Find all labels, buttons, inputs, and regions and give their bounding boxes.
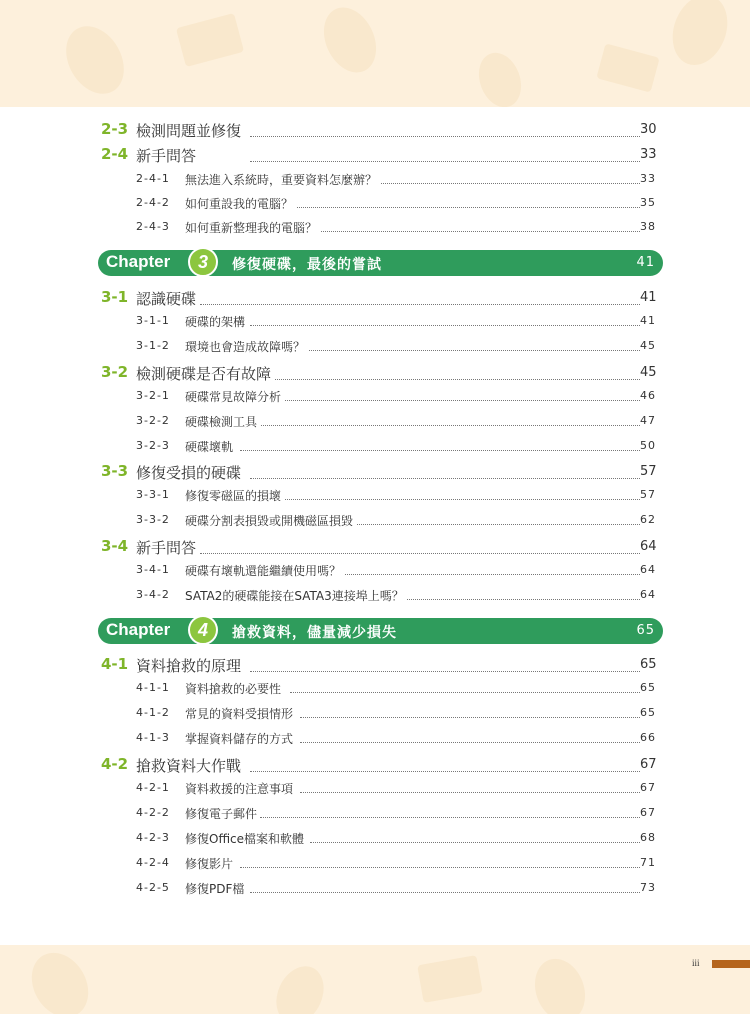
page-number: 71 (640, 856, 670, 869)
leader-dots (380, 599, 658, 600)
subsection-title: 修復影片 (185, 855, 236, 872)
page-number: 41 (640, 314, 670, 327)
leader-dots (200, 553, 658, 554)
leader-dots (310, 842, 658, 843)
leader-dots (250, 379, 658, 380)
leader-dots (250, 671, 658, 672)
section-number: 4-1 (101, 655, 129, 673)
subsection-title: 修復電子郵件 (185, 805, 260, 822)
page-number: 57 (640, 488, 670, 501)
section-number: 3-1 (101, 288, 129, 306)
page-number: 67 (640, 757, 670, 772)
mouse-icon (20, 943, 99, 1014)
subsection-title: 如何重設我的電腦？ (185, 195, 296, 212)
toc-sub-3-3-1[interactable] (0, 487, 750, 511)
envelope-icon (417, 955, 483, 1003)
leader-dots (200, 304, 658, 305)
page-number: 66 (640, 731, 670, 744)
subsection-number: 3-2-2 (136, 414, 170, 427)
page-number: 68 (640, 831, 670, 844)
page-number: 65 (640, 706, 670, 719)
toc-sub-3-1-2[interactable] (0, 338, 750, 362)
chapter-page: 65 (636, 623, 655, 638)
subsection-number: 3-1-2 (136, 339, 170, 352)
toc-section-4-2[interactable] (0, 755, 750, 779)
page-number: 41 (640, 290, 670, 305)
page-number: 67 (640, 781, 670, 794)
leader-dots (250, 892, 658, 893)
page-number: 73 (640, 881, 670, 894)
toc-sub-3-2-2[interactable] (0, 413, 750, 437)
section-number: 4-2 (101, 755, 129, 773)
leader-dots (300, 742, 658, 743)
leader-dots (300, 717, 658, 718)
section-title: 搶救資料大作戰 (136, 755, 245, 776)
section-number: 3-3 (101, 462, 129, 480)
toc-sub-4-2-2[interactable] (0, 805, 750, 829)
chapter-number-badge: 4 (188, 615, 218, 645)
subsection-number: 4-1-3 (136, 731, 170, 744)
subsection-number: 4-2-3 (136, 831, 170, 844)
page-number: 33 (640, 147, 670, 162)
toc-section-3-4[interactable] (0, 537, 750, 561)
subsection-title: 硬碟的架構 (185, 313, 248, 330)
toc-section-4-1[interactable] (0, 655, 750, 679)
leader-dots (240, 450, 658, 451)
section-title: 新手問答 (136, 145, 200, 166)
leader-dots (250, 207, 658, 208)
section-title: 修復受損的硬碟 (136, 462, 245, 483)
chapter-4-banner[interactable] (98, 618, 663, 644)
toc-sub-4-2-1[interactable] (0, 780, 750, 804)
toc-sub-4-1-3[interactable] (0, 730, 750, 754)
subsection-number: 3-4-2 (136, 588, 170, 601)
chapter-title: 修復硬碟，最後的嘗試 (232, 257, 382, 273)
subsection-number: 4-1-1 (136, 681, 170, 694)
leader-dots (250, 136, 658, 137)
subsection-title: 如何重新整理我的電腦？ (185, 219, 320, 236)
subsection-number: 3-2-3 (136, 439, 170, 452)
toc-section-3-2[interactable] (0, 363, 750, 387)
page-number: 35 (640, 196, 670, 209)
mouse-icon (663, 0, 736, 73)
leader-dots (250, 478, 658, 479)
subsection-title: 資料救援的注意事項 (185, 780, 296, 797)
leader-dots (250, 425, 658, 426)
toc-sub-3-1-1[interactable] (0, 313, 750, 337)
leader-dots (240, 867, 658, 868)
subsection-number: 4-2-2 (136, 806, 170, 819)
toc-sub-4-1-1[interactable] (0, 680, 750, 704)
mouse-icon (54, 16, 135, 104)
mouse-icon (527, 952, 594, 1014)
section-title: 認識硬碟 (136, 288, 200, 309)
toc-sub-3-4-2[interactable] (0, 587, 750, 611)
subsection-number: 2-4-2 (136, 196, 170, 209)
subsection-number: 3-4-1 (136, 563, 170, 576)
mouse-icon (314, 0, 386, 81)
page-number: 47 (640, 414, 670, 427)
section-number: 3-4 (101, 537, 129, 555)
subsection-title: 掌握資料儲存的方式 (185, 730, 296, 747)
subsection-number: 3-1-1 (136, 314, 170, 327)
leader-dots (300, 792, 658, 793)
chapter-label: Chapter (106, 252, 171, 271)
leader-dots (250, 161, 658, 162)
subsection-title: 硬碟檢測工具 (185, 413, 260, 430)
toc-section-2-3[interactable] (0, 120, 750, 144)
subsection-number: 3-3-1 (136, 488, 170, 501)
page-number: 45 (640, 365, 670, 380)
page-number: 65 (640, 681, 670, 694)
section-title: 資料搶救的原理 (136, 655, 245, 676)
subsection-number: 3-3-2 (136, 513, 170, 526)
section-number: 2-3 (101, 120, 129, 138)
toc-sub-3-2-1[interactable] (0, 388, 750, 412)
subsection-title: SATA2的硬碟能接在SATA3連接埠上嗎？ (185, 587, 407, 604)
page-number: 30 (640, 122, 670, 137)
subsection-title: 修復零磁區的損壞 (185, 487, 284, 504)
toc-sub-4-2-5[interactable] (0, 880, 750, 904)
toc-sub-4-1-2[interactable] (0, 705, 750, 729)
subsection-number: 4-1-2 (136, 706, 170, 719)
toc-sub-2-4-1[interactable] (0, 171, 750, 195)
chapter-3-banner[interactable] (98, 250, 663, 276)
toc-section-2-4[interactable] (0, 145, 750, 169)
page-number: 33 (640, 172, 670, 185)
chapter-page: 41 (636, 255, 655, 270)
toc-section-3-3[interactable] (0, 462, 750, 486)
section-title: 檢測硬碟是否有故障 (136, 363, 275, 384)
mouse-icon (267, 959, 332, 1014)
page-number: 38 (640, 220, 670, 233)
page-number: 45 (640, 339, 670, 352)
subsection-number: 2-4-1 (136, 172, 170, 185)
subsection-title: 硬碟分割表損毀或開機磁區損毀 (185, 512, 356, 529)
leader-dots (250, 325, 658, 326)
page-number: 64 (640, 588, 670, 601)
page-number: 62 (640, 513, 670, 526)
toc-sub-3-3-2[interactable] (0, 512, 750, 536)
envelope-icon (596, 43, 659, 92)
page-number: 64 (640, 539, 670, 554)
envelope-icon (176, 13, 244, 67)
subsection-title: 無法進入系統時，重要資料怎麼辦？ (185, 171, 380, 188)
subsection-title: 常見的資料受損情形 (185, 705, 296, 722)
subsection-title: 修復PDF檔 (185, 880, 247, 897)
page-number: 65 (640, 657, 670, 672)
subsection-number: 3-2-1 (136, 389, 170, 402)
subsection-title: 硬碟壞軌 (185, 438, 236, 455)
subsection-title: 資料搶救的必要性 (185, 680, 284, 697)
subsection-number: 4-2-5 (136, 881, 170, 894)
subsection-title: 環境也會造成故障嗎？ (185, 338, 308, 355)
leader-dots (250, 771, 658, 772)
leader-dots (260, 817, 658, 818)
subsection-number: 4-2-4 (136, 856, 170, 869)
subsection-title: 硬碟有壞軌還能繼續使用嗎？ (185, 562, 344, 579)
leader-dots (250, 400, 658, 401)
toc-sub-4-2-3[interactable] (0, 830, 750, 854)
toc-sub-4-2-4[interactable] (0, 855, 750, 879)
toc-section-3-1[interactable] (0, 288, 750, 312)
page-number: 64 (640, 563, 670, 576)
leader-dots (300, 574, 658, 575)
toc-sub-2-4-2[interactable] (0, 195, 750, 219)
chapter-label: Chapter (106, 620, 171, 639)
chapter-title: 搶救資料，儘量減少損失 (232, 625, 397, 641)
page-number: 50 (640, 439, 670, 452)
subsection-number: 2-4-3 (136, 220, 170, 233)
page-number: 46 (640, 389, 670, 402)
toc-sub-3-2-3[interactable] (0, 438, 750, 462)
leader-dots (250, 350, 658, 351)
leader-dots (290, 692, 658, 693)
mouse-icon (472, 47, 529, 113)
toc-sub-2-4-3[interactable] (0, 219, 750, 243)
section-title: 新手問答 (136, 537, 200, 558)
page-number: 67 (640, 806, 670, 819)
toc-sub-3-4-1[interactable] (0, 562, 750, 586)
chapter-number-badge: 3 (188, 247, 218, 277)
subsection-number: 4-2-1 (136, 781, 170, 794)
section-title: 檢測問題並修復 (136, 120, 245, 141)
section-number: 2-4 (101, 145, 129, 163)
leader-dots (250, 499, 658, 500)
section-number: 3-2 (101, 363, 129, 381)
subsection-title: 修復Office檔案和軟體 (185, 830, 307, 847)
subsection-title: 硬碟常見故障分析 (185, 388, 284, 405)
page-number: 57 (640, 464, 670, 479)
folio: iii (692, 958, 700, 968)
folio-bar (712, 960, 750, 968)
